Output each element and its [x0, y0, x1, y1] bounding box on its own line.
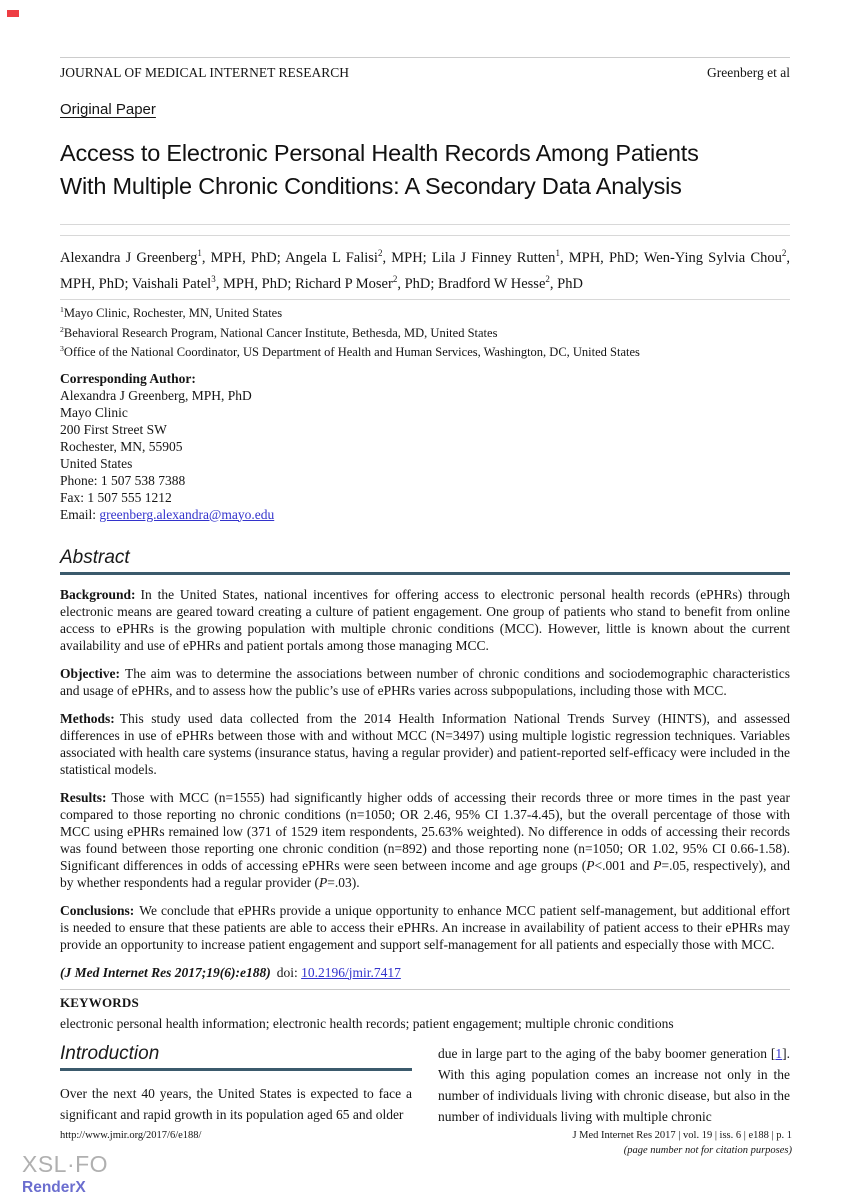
keywords-heading: KEYWORDS — [60, 994, 139, 1010]
superscript: 1 — [60, 304, 64, 314]
title-line-2: With Multiple Chronic Conditions: A Secondary Data Analysis — [60, 173, 682, 199]
corresponding-country: United States — [60, 455, 133, 471]
introduction-paragraph-left: Over the next 40 years, the United States is expected to face a significant and rapid growth in its population aged 65 and older — [60, 1085, 412, 1122]
abstract-heading: Abstract — [60, 546, 130, 568]
affiliation-line: $^1$Mayo Clinic, Rochester, MN, United States — [60, 304, 283, 320]
abstract-objective: Objective: The aim was to determine the associations between number of chronic conditions and sociodemographic characteristics and usage of ePHRs, and to assess how the public’s use of ePHRs varies across subpopulations, including those with MCC. — [60, 665, 790, 698]
corresponding-street: 200 First Street SW — [60, 421, 167, 437]
footer-note: (page number not for citation purposes) — [623, 1145, 792, 1156]
article-type-label: Original Paper — [60, 101, 156, 118]
journal-name: JOURNAL OF MEDICAL INTERNET RESEARCH — [60, 65, 350, 80]
citation-ref: (J Med Internet Res 2017;19(6):e188) — [60, 964, 271, 980]
divider-rule — [60, 235, 790, 236]
section-rule — [60, 572, 790, 575]
affiliations-block — [60, 304, 790, 363]
superscript: 2 — [377, 248, 383, 259]
xsl-fo-wordmark: XSL·FO — [22, 1151, 109, 1177]
page-footer — [60, 1128, 792, 1158]
renderx-logo — [22, 1151, 108, 1197]
superscript: 2 — [545, 274, 550, 285]
introduction-paragraph-right: due in large part to the aging of the baby boomer generation [1]. With this aging population comes an increase not only in the number of individuals living with chronic disease, but also in the number of individuals living with multiple chronic — [438, 1045, 790, 1124]
corner-print-artifact — [7, 10, 19, 17]
renderx-wordmark: RenderX — [22, 1179, 86, 1196]
left-column — [60, 1043, 412, 1127]
doi-link[interactable]: 10.2196/jmir.7417 — [301, 964, 401, 980]
footer-url: http://www.jmir.org/2017/6/e188/ — [60, 1130, 202, 1141]
reference-1-link[interactable]: 1 — [775, 1045, 783, 1061]
email-link[interactable]: greenberg.alexandra@mayo.edu — [99, 506, 275, 522]
corresponding-author-block — [60, 370, 790, 523]
divider-rule — [60, 224, 790, 225]
introduction-heading: Introduction — [60, 1042, 160, 1064]
author-list: Alexandra J Greenberg$^1$, MPH, PhD; Angela L Falisi$^2$, MPH; Lila J Finney Rutten$^1$, MPH, PhD; Wen-Ying Sylvia Chou$^2$, MPH, PhD; Vaishali Patel$^3$, MPH, PhD; Richard P Moser$^2$, PhD; Bradford W Hesse$^2$, PhD — [60, 248, 790, 292]
corresponding-author-label: Corresponding Author: — [60, 370, 196, 386]
two-column-body — [60, 1043, 790, 1127]
section-rule — [60, 1068, 412, 1071]
superscript: 1 — [197, 248, 202, 259]
abstract-methods: Methods: This study used data collected from the 2014 Health Information National Trends Survey (HINTS), and assessed differences in use of ePHRs between those with and without MCC (N=3497) using multiple logistic regression techniques. Variables associated with health care systems (insurance status, having a regular provider) and patient-reported self-efficacy were included in the statistical models. — [60, 710, 790, 777]
superscript: 1 — [555, 248, 560, 259]
keywords-text: electronic personal health information; electronic health records; patient engagement; multiple chronic conditions — [60, 1015, 674, 1031]
corresponding-name: Alexandra J Greenberg, MPH, PhD — [60, 387, 252, 403]
article-citation: (J Med Internet Res 2017;19(6):e188) doi: 10.2196/jmir.7417 — [60, 964, 401, 980]
page-header — [60, 65, 790, 81]
affiliation-line: $^2$Behavioral Research Program, National Cancer Institute, Bethesda, MD, United States — [60, 324, 498, 340]
corresponding-email-line: Email: greenberg.alexandra@mayo.edu — [60, 506, 275, 522]
article-title — [60, 137, 790, 203]
corresponding-phone: Phone: 1 507 538 7388 — [60, 472, 186, 488]
footer-citation-block — [572, 1128, 792, 1158]
abstract-background: Background: In the United States, national incentives for offering access to electronic personal health records (ePHRs) through electronic means are geared toward creating a culture of patient engagement. One group of patients who stand to benefit from online access to ePHRs is the growing population with multiple chronic conditions (MCC). However, little is known about the current availability and use of ePHRs and patient portals among those managing MCC. — [60, 586, 790, 653]
abstract-conclusions: Conclusions: We conclude that ePHRs provide a unique opportunity to enhance MCC patient self-management, but additional effort is needed to ensure that these patients are able to access their ePHRs. An increase in availability of patient access to their ePHRs may provide an opportunity to increase patient engagement and support self-management for all patients and especially those with MCC. — [60, 902, 790, 952]
title-line-1: Access to Electronic Personal Health Records Among Patients — [60, 140, 699, 166]
footer-citation: J Med Internet Res 2017 | vol. 19 | iss. 6 | e188 | p. 1 — [572, 1130, 792, 1141]
superscript: 2 — [781, 248, 787, 259]
superscript: 2 — [60, 324, 64, 334]
abstract-results: Results: Those with MCC (n=1555) had significantly higher odds of accessing their records three or more times in the past year compared to those reporting no chronic conditions (n=1050; OR 2.46, 95% CI 1.37-4.45), but the overall percentage of those with MCC using ePHRs remained low (371 of 1529 item respondents, 25.63% weighted). No difference in odds of accessing their records was found between those reporting one chronic condition (n=892) and those reporting none (n=1050; OR 1.02, 95% CI 0.66-1.58). Significant differences in odds of accessing ePHRs were seen between income and age groups (P<.001 and P=.05, respectively), and by whether respondents had a regular provider (P=.03). — [60, 789, 790, 890]
divider-rule — [60, 989, 790, 990]
running-head: Greenberg et al — [707, 65, 790, 80]
corresponding-fax: Fax: 1 507 555 1212 — [60, 489, 172, 505]
right-column — [438, 1043, 790, 1127]
corresponding-city: Rochester, MN, 55905 — [60, 438, 183, 454]
divider-rule — [60, 299, 790, 300]
page-content — [60, 0, 790, 1127]
corresponding-institution: Mayo Clinic — [60, 404, 128, 420]
superscript: 3 — [60, 343, 64, 353]
superscript: 3 — [211, 274, 216, 285]
header-divider — [60, 57, 790, 58]
superscript: 2 — [392, 274, 398, 285]
affiliation-line: $^3$Office of the National Coordinator, US Department of Health and Human Services, Washington, DC, United States — [60, 343, 640, 359]
